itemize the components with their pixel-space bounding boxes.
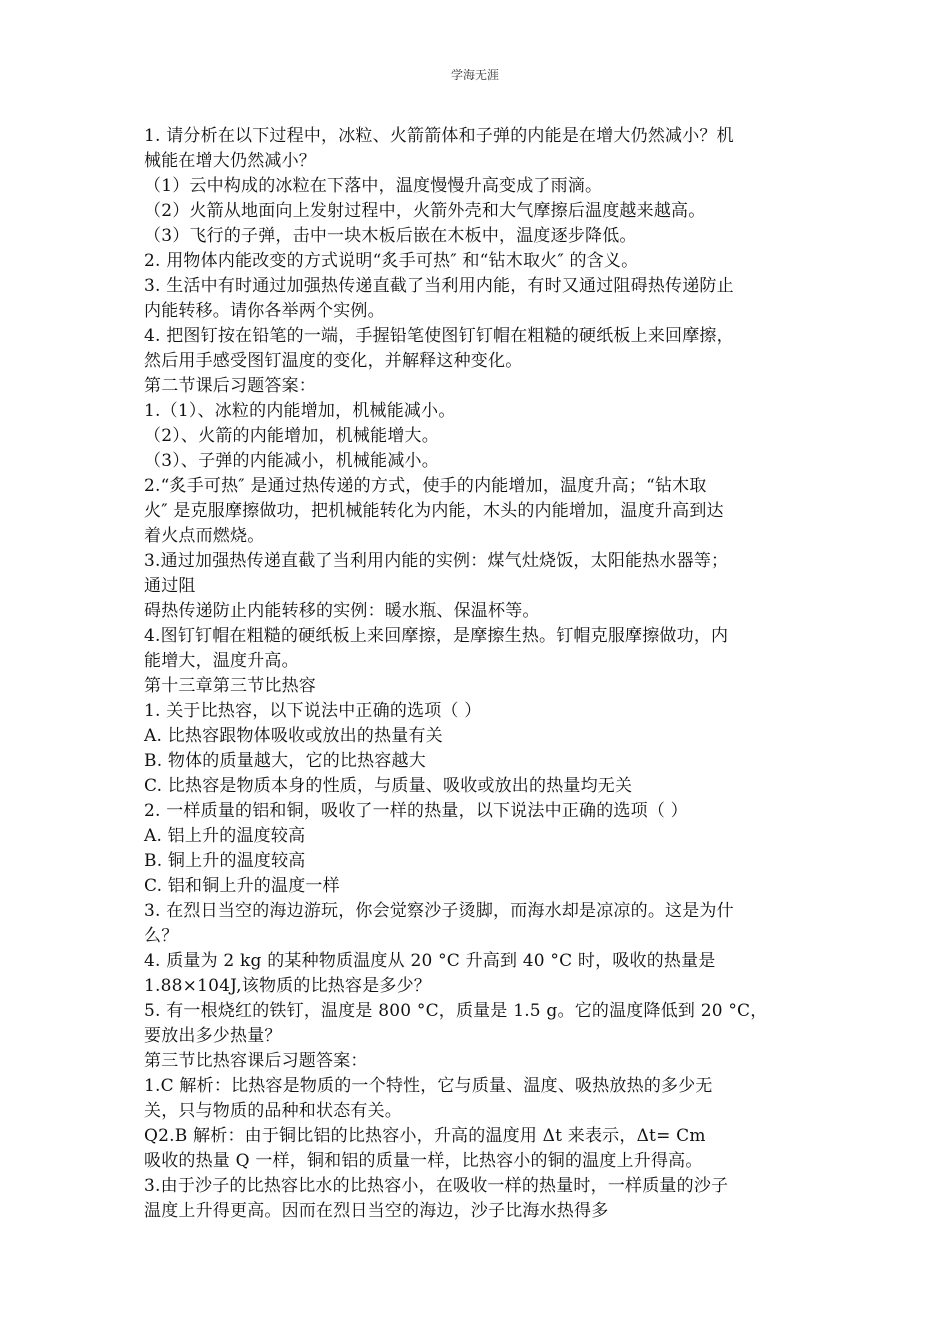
text-line: 然后用手感受图钉温度的变化，并解释这种变化。 [144, 351, 523, 371]
question-line: 5. 有一根烧红的铁钉，温度是 800 °C，质量是 1.5 g。它的温度降低到 20 °C， [144, 1001, 768, 1021]
page-header: 学海无涯 [450, 68, 499, 82]
text-line: 通过阻 [144, 576, 196, 596]
question-line: 4. 质量为 2 kg 的某种物质温度从 20 °C 升高到 40 °C 时，吸收的热量是 [144, 951, 716, 971]
text-line: 4. 把图钉按在铅笔的一端，手握铅笔使图钉钉帽在粗糙的硬纸板上来回摩擦， [144, 326, 734, 346]
section-heading: 第二节课后习题答案： [144, 376, 316, 396]
question-line: 1. 关于比热容，以下说法中正确的选项（ ） [144, 701, 482, 721]
text-line: 么？ [144, 926, 179, 946]
text-line: 1.（1）、冰粒的内能增加，机械能减小。 [144, 401, 456, 421]
text-line: 2.“炙手可热″ 是通过热传递的方式，使手的内能增加，温度升高；“钻木取 [144, 476, 707, 496]
option-line: B. 物体的质量越大，它的比热容越大 [144, 751, 426, 771]
text-line: （1）云中构成的冰粒在下落中，温度慢慢升高变成了雨滴。 [144, 176, 603, 196]
answer-line: 3.由于沙子的比热容比水的比热容小，在吸收一样的热量时，一样质量的沙子 [144, 1176, 729, 1196]
text-line: 1.88×104J,该物质的比热容是多少？ [144, 976, 431, 996]
section-heading: 第三节比热容课后习题答案： [144, 1051, 368, 1071]
text-line: （3）飞行的子弹，击中一块木板后嵌在木板中，温度逐步降低。 [144, 226, 637, 246]
option-line: A. 比热容跟物体吸收或放出的热量有关 [144, 726, 443, 746]
text-line: 着火点而燃烧。 [144, 526, 265, 546]
text-line: 3.通过加强热传递直截了当利用内能的实例：煤气灶烧饭，太阳能热水器等； [144, 551, 729, 571]
text-line: 1. 请分析在以下过程中，冰粒、火箭箭体和子弹的内能是在增大仍然减小？机 [144, 126, 734, 146]
document-body [144, 124, 804, 1224]
question-line: 3. 在烈日当空的海边游玩，你会觉察沙子烫脚，而海水却是凉凉的。这是为什 [144, 901, 734, 921]
text-line: 温度上升得更高。因而在烈日当空的海边，沙子比海水热得多 [144, 1201, 609, 1221]
text-line: 能增大，温度升高。 [144, 651, 299, 671]
text-line: 火″ 是克服摩擦做功，把机械能转化为内能，木头的内能增加，温度升高到达 [144, 501, 724, 521]
text-line: 2. 用物体内能改变的方式说明“炙手可热″ 和“钻木取火″ 的含义。 [144, 251, 639, 271]
text-line: 内能转移。请你各举两个实例。 [144, 301, 385, 321]
text-line: 要放出多少热量？ [144, 1026, 282, 1046]
text-line: （3）、子弹的内能减小，机械能减小。 [144, 451, 439, 471]
text-line: 3. 生活中有时通过加强热传递直截了当利用内能，有时又通过阻碍热传递防止 [144, 276, 734, 296]
text-line: 关，只与物质的品种和状态有关。 [144, 1101, 402, 1121]
section-heading: 第十三章第三节比热容 [144, 676, 316, 696]
option-line: C. 比热容是物质本身的性质，与质量、吸收或放出的热量均无关 [144, 776, 633, 796]
question-line: 2. 一样质量的铝和铜，吸收了一样的热量，以下说法中正确的选项（ ） [144, 801, 688, 821]
text-line: （2）火箭从地面向上发射过程中，火箭外壳和大气摩擦后温度越来越高。 [144, 201, 706, 221]
text-line: 碍热传递防止内能转移的实例：暖水瓶、保温杯等。 [144, 601, 540, 621]
option-line: B. 铜上升的温度较高 [144, 851, 306, 871]
answer-line: 1.C 解析：比热容是物质的一个特性，它与质量、温度、吸热放热的多少无 [144, 1076, 713, 1096]
option-line: C. 铝和铜上升的温度一样 [144, 876, 340, 896]
text-line: 4.图钉钉帽在粗糙的硬纸板上来回摩擦，是摩擦生热。钉帽克服摩擦做功，内 [144, 626, 729, 646]
text-line: 吸收的热量 Q 一样，铜和铝的质量一样，比热容小的铜的温度上升得高。 [144, 1151, 703, 1171]
text-line: 械能在增大仍然减小？ [144, 151, 316, 171]
option-line: A. 铝上升的温度较高 [144, 826, 306, 846]
text-line: （2）、火箭的内能增加，机械能增大。 [144, 426, 439, 446]
answer-line: Q2.B 解析：由于铜比铝的比热容小，升高的温度用 Δt 来表示，Δt= Cm [144, 1126, 706, 1146]
